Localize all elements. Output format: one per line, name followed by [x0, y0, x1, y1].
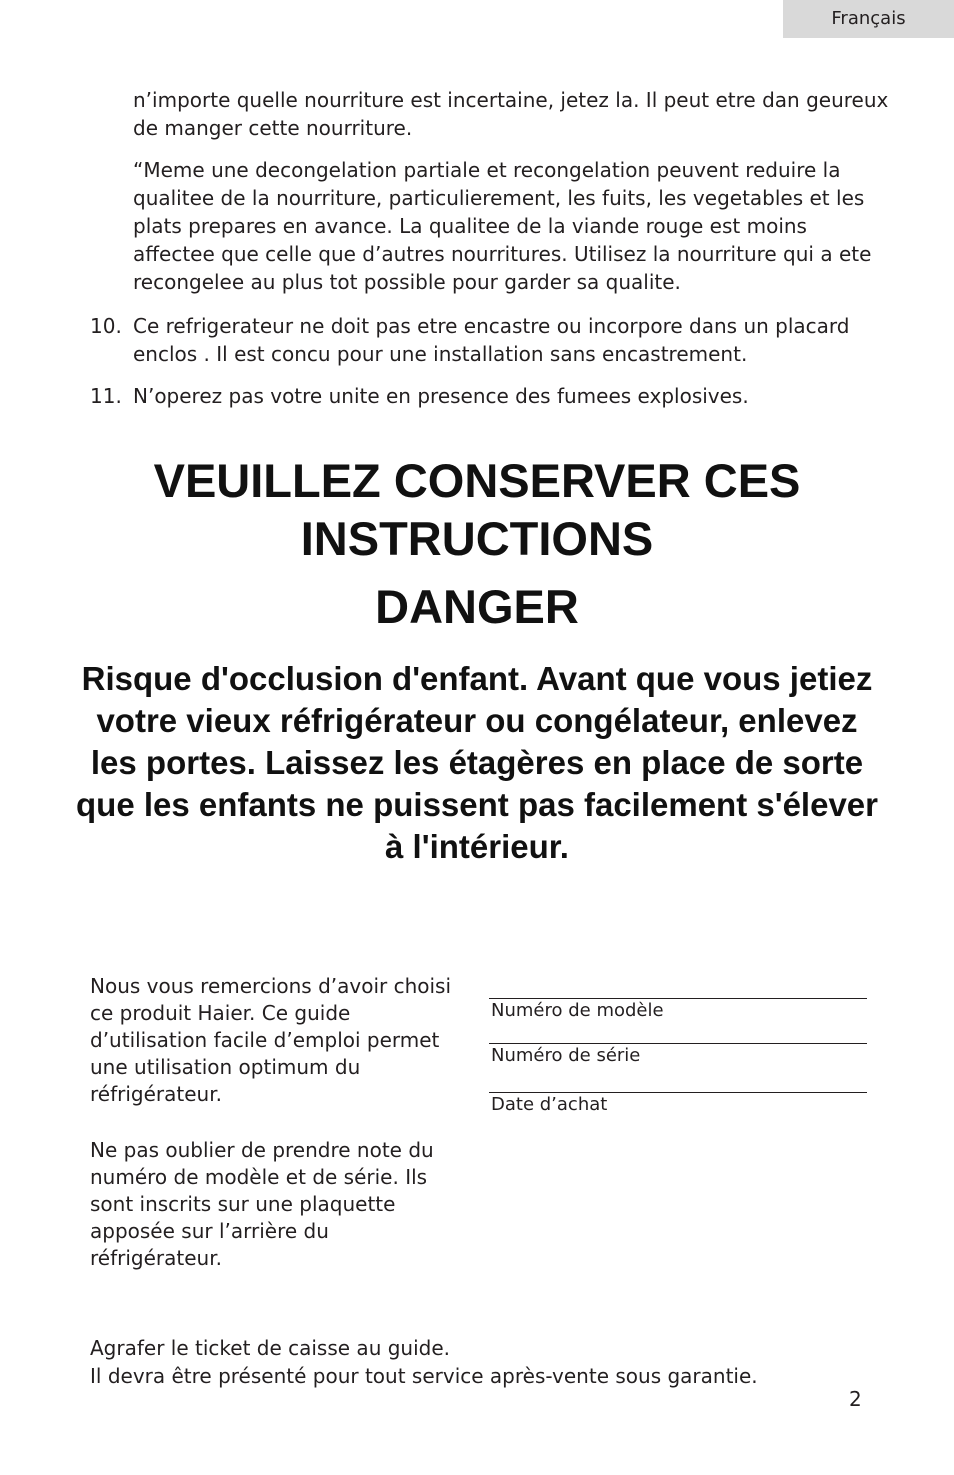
continued-paragraph-1: n’importe quelle nourriture est incertaine, jetez la. Il peut etre dan geureux de manger cette nourriture.	[133, 88, 889, 140]
language-tab: Français	[783, 0, 954, 38]
page-number: 2	[849, 1387, 862, 1411]
model-number-field	[489, 998, 867, 1022]
footer-note	[90, 1334, 850, 1390]
numbered-item-11	[90, 382, 893, 410]
thanks-paragraph: Nous vous remercions d’avoir choisi ce produit Haier. Ce guide d’utilisation facile d’emploi permet une utilisation optimum du réfrigérateur.	[90, 974, 452, 1106]
purchase-date-field	[489, 1092, 867, 1116]
continued-paragraph-2: “Meme une decongelation partiale et recongelation peuvent reduire la qualitee de la nourriture, particulierement, les fuits, les vegetables et les plats prepares en avance. La qualitee de la viande rouge est moins affectee que celle que d’autres nourritures. Utilisez la nourriture qui a ete recongelee au plus tot possible pour garder sa qualite.	[133, 158, 872, 294]
serial-number-field	[489, 1043, 867, 1067]
footer-line-2: Il devra être présenté pour tout service après-vente sous garantie.	[90, 1364, 758, 1388]
item-number: 10.	[90, 314, 122, 338]
danger-warning-text: Risque d'occlusion d'enfant. Avant que vous jetiez votre vieux réfrigérateur ou congélateur, enlevez les portes. Laissez les étagères en place de sorte que les enfants ne puissent pas facilement s'élever à l'intérieur.	[76, 660, 878, 865]
item-text: N’operez pas votre unite en presence des fumees explosives.	[133, 384, 749, 408]
danger-heading: DANGER	[375, 580, 579, 633]
reminder-paragraph: Ne pas oublier de prendre note du numéro de modèle et de série. Ils sont inscrits sur une plaquette apposée sur l’arrière du réfrigérateur.	[90, 1138, 434, 1270]
serial-number-label: Numéro de série	[491, 1045, 641, 1066]
footer-line-1: Agrafer le ticket de caisse au guide.	[90, 1336, 451, 1360]
model-number-label: Numéro de modèle	[491, 1000, 664, 1021]
item-text: Ce refrigerateur ne doit pas etre encastre ou incorpore dans un placard enclos . Il est concu pour une installation sans encastrement.	[133, 314, 850, 366]
item-number: 11.	[90, 384, 122, 408]
numbered-item-10	[90, 312, 893, 368]
purchase-date-label: Date d’achat	[491, 1094, 608, 1115]
save-instructions-heading: VEUILLEZ CONSERVER CES INSTRUCTIONS	[153, 454, 801, 565]
